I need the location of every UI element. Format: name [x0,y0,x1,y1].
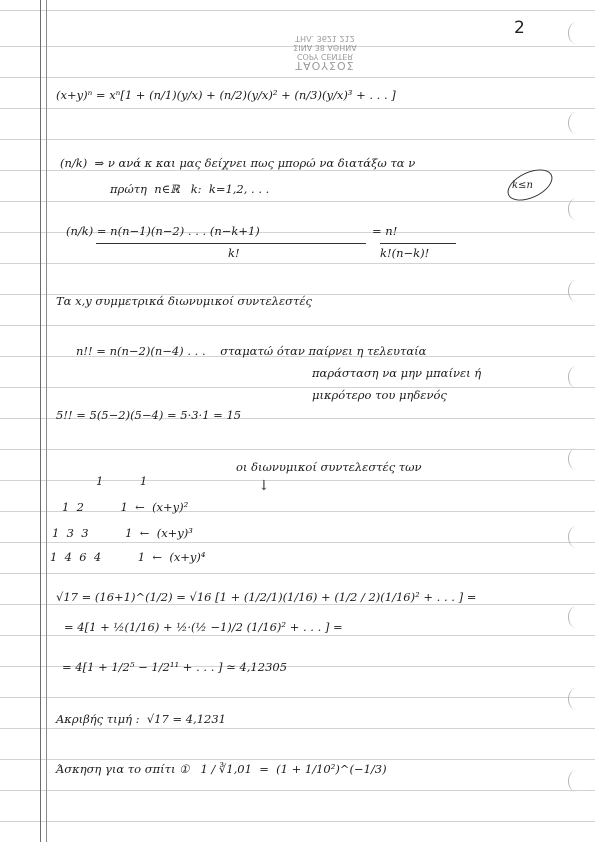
margin-line [40,0,41,842]
binder-hole [568,22,585,44]
binder-hole [568,606,585,628]
binder-hole [568,198,585,220]
binder-holes [561,0,589,842]
combination-formula-denominator: k! [228,246,240,260]
factorial-form-numerator: = n! [372,224,398,238]
sqrt17-expansion-step3: = 4[1 + 1/2⁵ − 1/2¹¹ + . . . ] ≃ 4,12305 [62,660,288,674]
symmetry-note: Τα x,y συμμετρικά διωνυμικοί συντελεστές [56,294,312,308]
pascal-caption: οι διωνυμικοί συντελεστές των [236,460,422,474]
fraction-bar [96,243,366,244]
combination-formula-numerator: (n/k) = n(n−1)(n−2) . . . (n−k+1) [66,224,260,238]
pascal-row: 1 3 3 1 ← (x+y)³ [52,526,193,540]
pascal-row: 1 4 6 4 1 ← (x+y)⁴ [50,550,206,564]
combination-note: (n/k) ⇒ ν ανά κ και μας δείχνει πως μπορώ να διατάξω τα ν [60,156,416,170]
fraction-bar [380,243,456,244]
copy-center-stamp [250,34,400,70]
stamp-line: COPY CENTER [296,52,354,61]
double-factorial-example: 5!! = 5(5−2)(5−4) = 5·3·1 = 15 [56,408,242,422]
double-factorial-note: παράσταση να μην μπαίνει ή [312,366,482,380]
binder-hole [568,366,585,388]
homework-exercise: Άσκηση για το σπίτι ① 1 / ∛1,01 = (1 + 1/10²)^(−1/3) [56,762,387,776]
binder-hole [568,688,585,710]
pascal-row: 1 2 1 ← (x+y)² [62,500,189,514]
double-factorial-note-cont: μικρότερο του μηδενός [312,388,447,402]
double-factorial-def: n!! = n(n−2)(n−4) . . . σταματώ όταν παίρνει η τελευταία [76,344,427,358]
exact-value: Ακριβής τιμή : √17 = 4,1231 [56,712,226,726]
arrow-down-icon: ↓ [258,478,270,494]
page-number: 2 [514,18,525,38]
factorial-form-denominator: k!(n−k)! [380,246,430,260]
binder-hole [568,448,585,470]
sqrt17-expansion-step2: = 4[1 + ½(1/16) + ½·(½ −1)/2 (1/16)² + . . . ] = [64,620,343,634]
binomial-expansion: (x+y)ⁿ = xⁿ[1 + (n/1)(y/x) + (n/2)(y/x)² + (n/3)(y/x)³ + . . . ] [56,88,396,102]
stamp-line: ΤΑΟΥΣΟΣ [295,59,355,72]
binder-hole [568,280,585,302]
pascal-row: 1 1 [96,474,148,488]
binder-hole [568,112,585,134]
combination-note-cont: πρώτη n∈ℝ k: k=1,2, . . . [110,182,270,196]
binder-hole [568,526,585,548]
stamp-line: ΤΗΛ. 3621 212 [295,34,355,43]
stamp-line: ΣΙΝΑ 38 ΑΘΗΝΑ [293,43,357,52]
circled-text: k≤n [512,180,533,191]
margin-line [46,0,47,842]
binder-hole [568,770,585,792]
sqrt17-expansion: √17 = (16+1)^(1/2) = √16 [1 + (1/2/1)(1/16) + (1/2 / 2)(1/16)² + . . . ] = [56,590,477,604]
